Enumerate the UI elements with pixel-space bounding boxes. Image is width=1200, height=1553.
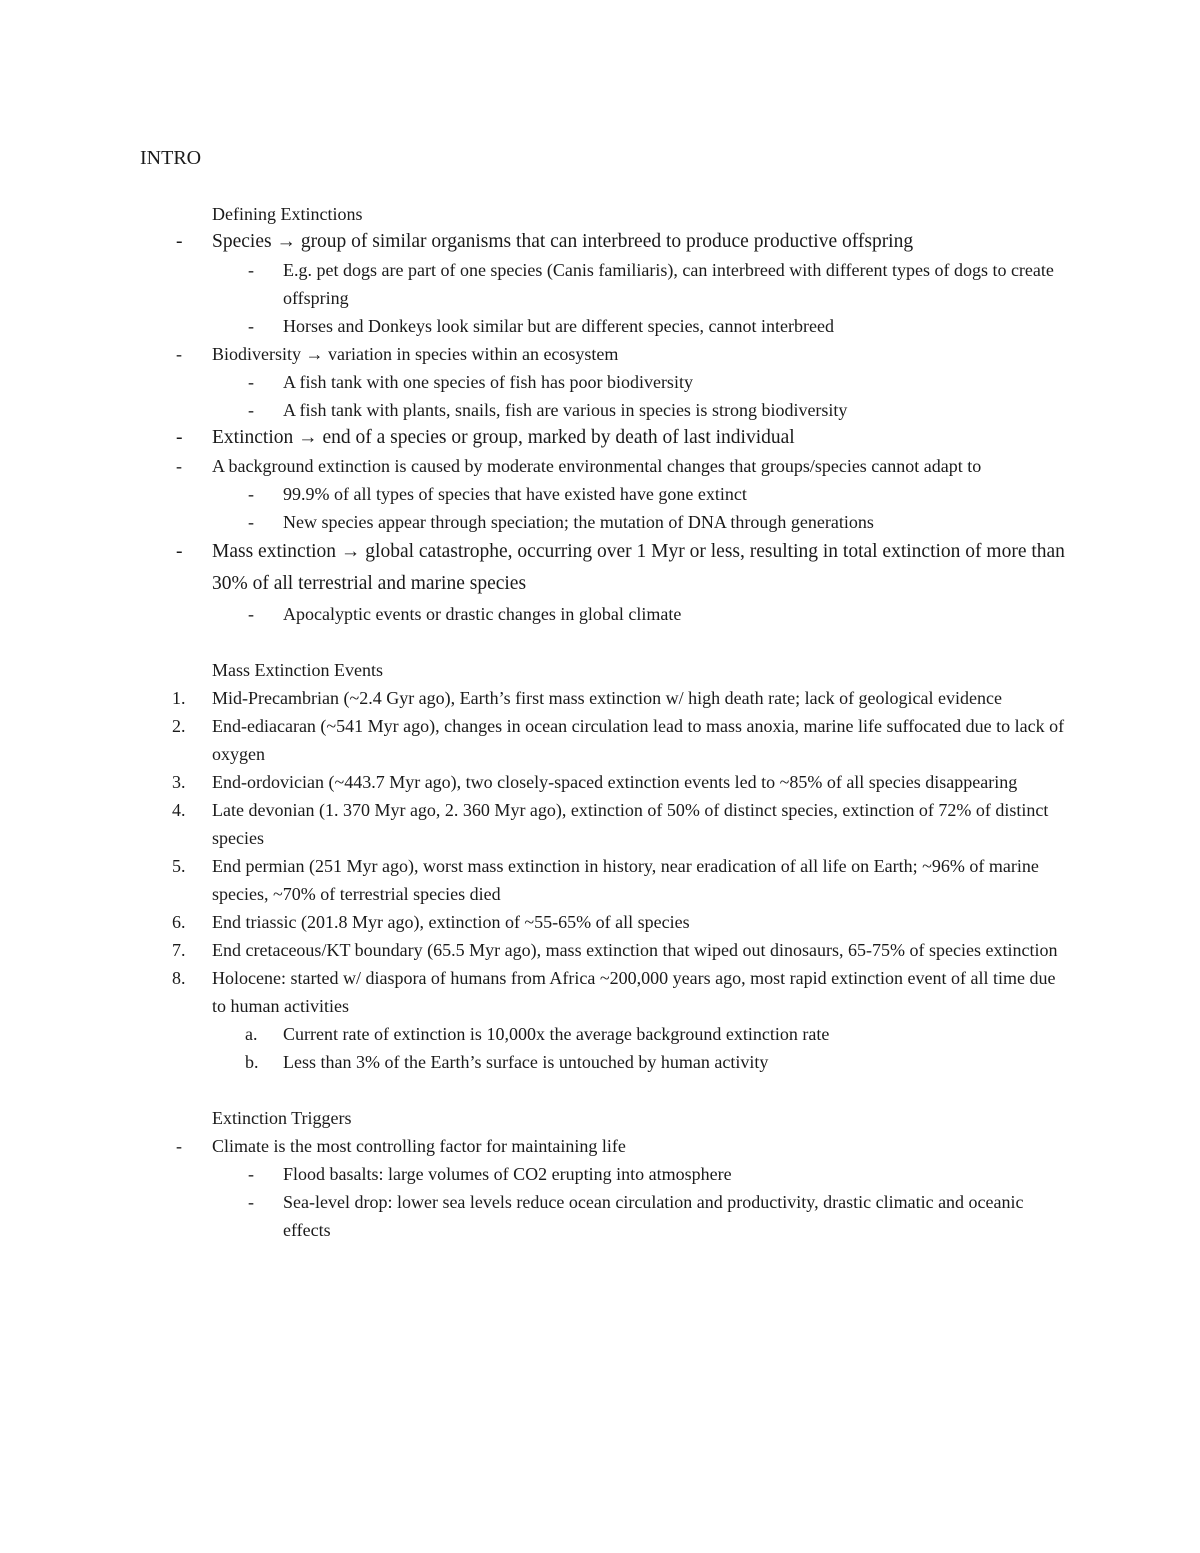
- list-bullet: -: [248, 400, 254, 420]
- list-item-text: Biodiversity → variation in species within an ecosystem: [212, 344, 619, 364]
- section-heading: Extinction Triggers: [212, 1108, 352, 1128]
- list-number: 2.: [172, 716, 186, 736]
- list-item-text: New species appear through speciation; the mutation of DNA through generations: [283, 512, 874, 532]
- list-item-text: Horses and Donkeys look similar but are different species, cannot interbreed: [283, 316, 834, 336]
- sub-list-item: [0, 396, 1068, 424]
- list-bullet: -: [176, 231, 183, 252]
- list-item: [0, 964, 1067, 1020]
- list-item: [0, 908, 1067, 936]
- document-body: [0, 200, 1200, 1244]
- list-item-text: Current rate of extinction is 10,000x the average background extinction rate: [283, 1024, 830, 1044]
- list-item-text: Extinction → end of a species or group, marked by death of last individual: [212, 427, 795, 448]
- list-item-text: End triassic (201.8 Myr ago), extinction of ~55-65% of all species: [212, 912, 690, 932]
- list-bullet: -: [248, 512, 254, 532]
- list-item: [0, 1132, 1067, 1160]
- list-item: [0, 936, 1067, 964]
- list-bullet: -: [248, 260, 254, 280]
- list-item: [0, 768, 1067, 796]
- list-item: [0, 452, 1067, 480]
- list-bullet: -: [248, 604, 254, 624]
- list-number: a.: [245, 1024, 258, 1044]
- list-number: 8.: [172, 968, 186, 988]
- list-item-text: End permian (251 Myr ago), worst mass extinction in history, near eradication of all life on Earth; ~96% of marine species, ~70% of terrestrial species died: [212, 856, 1039, 904]
- list-item-text: Mid-Precambrian (~2.4 Gyr ago), Earth’s first mass extinction w/ high death rate; lack of geological evidence: [212, 688, 1002, 708]
- list-item: [0, 424, 1067, 452]
- list-item: [0, 228, 1067, 256]
- list-bullet: -: [176, 344, 182, 364]
- section-spacer: [0, 628, 1200, 656]
- sub-list-item: [0, 600, 1068, 628]
- sub-list-item: [0, 1160, 1068, 1188]
- list-bullet: -: [248, 1164, 254, 1184]
- sub-list-item: [0, 508, 1068, 536]
- list-item-text: Late devonian (1. 370 Myr ago, 2. 360 Myr ago), extinction of 50% of distinct species, extinction of 72% of distinct species: [212, 800, 1049, 848]
- list-item-text: Mass extinction → global catastrophe, occurring over 1 Myr or less, resulting in total extinction of more than 30% of all terrestrial and marine species: [212, 541, 1065, 594]
- list-number: 4.: [172, 800, 186, 820]
- list-item-text: E.g. pet dogs are part of one species (Canis familiaris), can interbreed with different types of dogs to create offspring: [283, 260, 1054, 308]
- sub-list-item: [0, 480, 1068, 508]
- list-bullet: -: [176, 456, 182, 476]
- list-item-text: Species → group of similar organisms that can interbreed to produce productive offspring: [212, 231, 914, 252]
- section-spacer: [0, 1076, 1200, 1104]
- list-bullet: -: [248, 372, 254, 392]
- list-item-text: Flood basalts: large volumes of CO2 erupting into atmosphere: [283, 1164, 732, 1184]
- sub-list-item: [0, 1048, 1068, 1076]
- list-item: [0, 340, 1067, 368]
- list-item: [0, 712, 1067, 768]
- list-item-text: End-ediacaran (~541 Myr ago), changes in ocean circulation lead to mass anoxia, marine life suffocated due to lack of oxygen: [212, 716, 1065, 764]
- list-bullet: -: [248, 484, 254, 504]
- list-number: 6.: [172, 912, 186, 932]
- sub-list-item: [0, 312, 1068, 340]
- list-number: 3.: [172, 772, 186, 792]
- list-number: b.: [245, 1052, 259, 1072]
- list-number: 5.: [172, 856, 186, 876]
- list-number: 1.: [172, 688, 186, 708]
- section-heading: Defining Extinctions: [212, 204, 363, 224]
- list-item-text: End-ordovician (~443.7 Myr ago), two closely-spaced extinction events led to ~85% of all species disappearing: [212, 772, 1018, 792]
- sub-list-item: [0, 256, 1068, 312]
- list-item-text: Apocalyptic events or drastic changes in global climate: [283, 604, 682, 624]
- list-item: [0, 852, 1067, 908]
- sub-list-item: [0, 368, 1068, 396]
- list-item: [0, 536, 1067, 600]
- document-title: INTRO: [140, 147, 202, 169]
- list-item-text: A background extinction is caused by moderate environmental changes that groups/species cannot adapt to: [212, 456, 982, 476]
- list-item-text: A fish tank with plants, snails, fish are various in species is strong biodiversity: [283, 400, 848, 420]
- list-item-text: Less than 3% of the Earth’s surface is untouched by human activity: [283, 1052, 769, 1072]
- list-item-text: Sea-level drop: lower sea levels reduce ocean circulation and productivity, drastic climatic and oceanic effects: [283, 1192, 1024, 1240]
- list-bullet: -: [248, 1192, 254, 1212]
- list-number: 7.: [172, 940, 186, 960]
- list-item-text: Climate is the most controlling factor for maintaining life: [212, 1136, 626, 1156]
- list-item: [0, 796, 1067, 852]
- list-item-text: A fish tank with one species of fish has poor biodiversity: [283, 372, 693, 392]
- list-bullet: -: [176, 541, 183, 562]
- list-bullet: -: [176, 427, 183, 448]
- sub-list-item: [0, 1020, 1068, 1048]
- list-item-text: End cretaceous/KT boundary (65.5 Myr ago), mass extinction that wiped out dinosaurs, 65-75% of species extinction: [212, 940, 1058, 960]
- list-item: [0, 684, 1067, 712]
- list-item-text: Holocene: started w/ diaspora of humans from Africa ~200,000 years ago, most rapid extinction event of all time due to human activities: [212, 968, 1056, 1016]
- section-heading: Mass Extinction Events: [212, 660, 383, 680]
- list-bullet: -: [248, 316, 254, 336]
- sub-list-item: [0, 1188, 1068, 1244]
- list-bullet: -: [176, 1136, 182, 1156]
- list-item-text: 99.9% of all types of species that have existed have gone extinct: [283, 484, 747, 504]
